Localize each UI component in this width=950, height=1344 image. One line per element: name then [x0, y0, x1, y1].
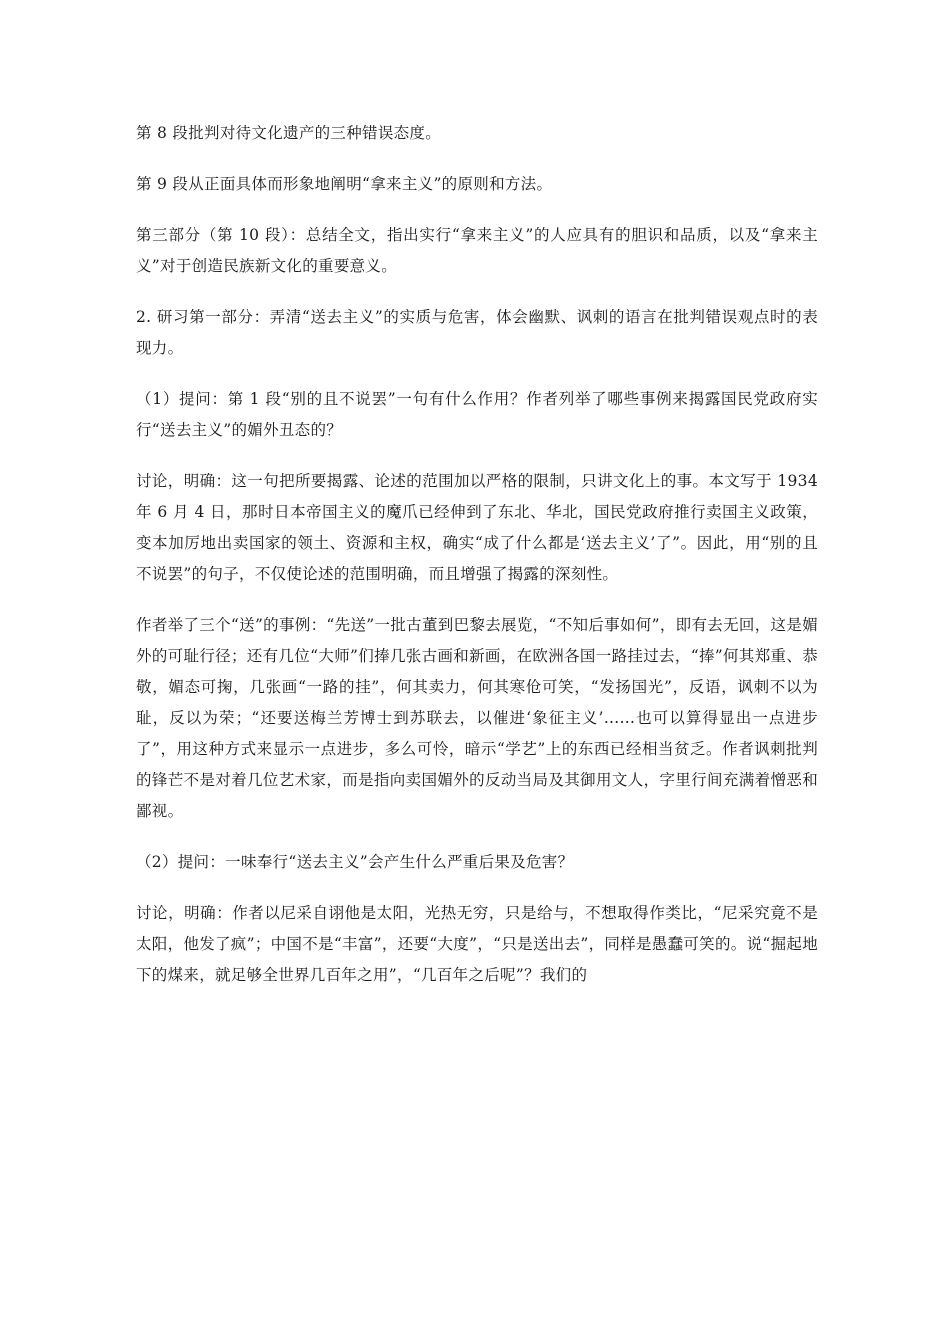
- paragraph-section9: 第 9 段从正面具体而形象地阐明“拿来主义”的原则和方法。: [136, 175, 553, 193]
- paragraph-discussion-2: 讨论，明确：作者以尼采自诩他是太阳，光热无穷，只是给与，不想取得作类比，“尼采究竟不是太阳，他发了疯”；中国不是“丰富”，还要“大度”，“只是送出去”，同样是愚蠢可笑的。说“掘起地下的煤来，就足够全世界几百年之用”，“几百年之后呢”？我们的: [136, 904, 818, 984]
- paragraph-section8: 第 8 段批判对待文化遗产的三种错误态度。: [136, 124, 442, 142]
- paragraph-part3: 第三部分（第 10 段）：总结全文，指出实行“拿来主义”的人应具有的胆识和品质，以及“拿来主义”对于创造民族新文化的重要意义。: [136, 226, 818, 275]
- paragraph-study-part1: 2. 研习第一部分：弄清“送去主义”的实质与危害，体会幽默、讽刺的语言在批判错误观点时的表现力。: [136, 308, 818, 357]
- paragraph-discussion-1: 讨论，明确：这一句把所要揭露、论述的范围加以严格的限制，只讲文化上的事。本文写于 1934 年 6 月 4 日，那时日本帝国主义的魔爪已经伸到了东北、华北，国民党政府推行卖国主义政策，变本加厉地出卖国家的领土、资源和主权，确实“成了什么都是‘送去主义’了”。因此，用“别的且不说罢”的句子，不仅使论述的范围明确，而且增强了揭露的深刻性。: [136, 472, 818, 583]
- paragraph-question-2: （2）提问：一味奉行“送去主义”会产生什么严重后果及危害？: [136, 853, 574, 871]
- paragraph-examples: 作者举了三个“送”的事例：“先送”一批古董到巴黎去展览，“不知后事如何”，即有去无回，这是媚外的可耻行径；还有几位“大师”们捧几张古画和新画，在欧洲各国一路挂过去，“捧”何其郑重、恭敬，媚态可掬，几张画“一路的挂”，何其卖力，何其寒伧可笑，“发扬国光”，反语，讽刺不以为耻，反以为荣；“还要送梅兰芳博士到苏联去，以催进‘象征主义’……也可以算得显出一点进步了”，用这种方式来显示一点进步，多么可怜，暗示“学艺”上的东西已经相当贫乏。作者讽刺批判的锋芒不是对着几位艺术家，而是指向卖国媚外的反动当局及其御用文人，字里行间充满着憎恶和鄙视。: [136, 616, 818, 820]
- document-body: [136, 118, 818, 1011]
- paragraph-question-1: （1）提问：第 1 段“别的且不说罢”一句有什么作用？作者列举了哪些事例来揭露国民党政府实行“送去主义”的媚外丑态的？: [136, 390, 818, 439]
